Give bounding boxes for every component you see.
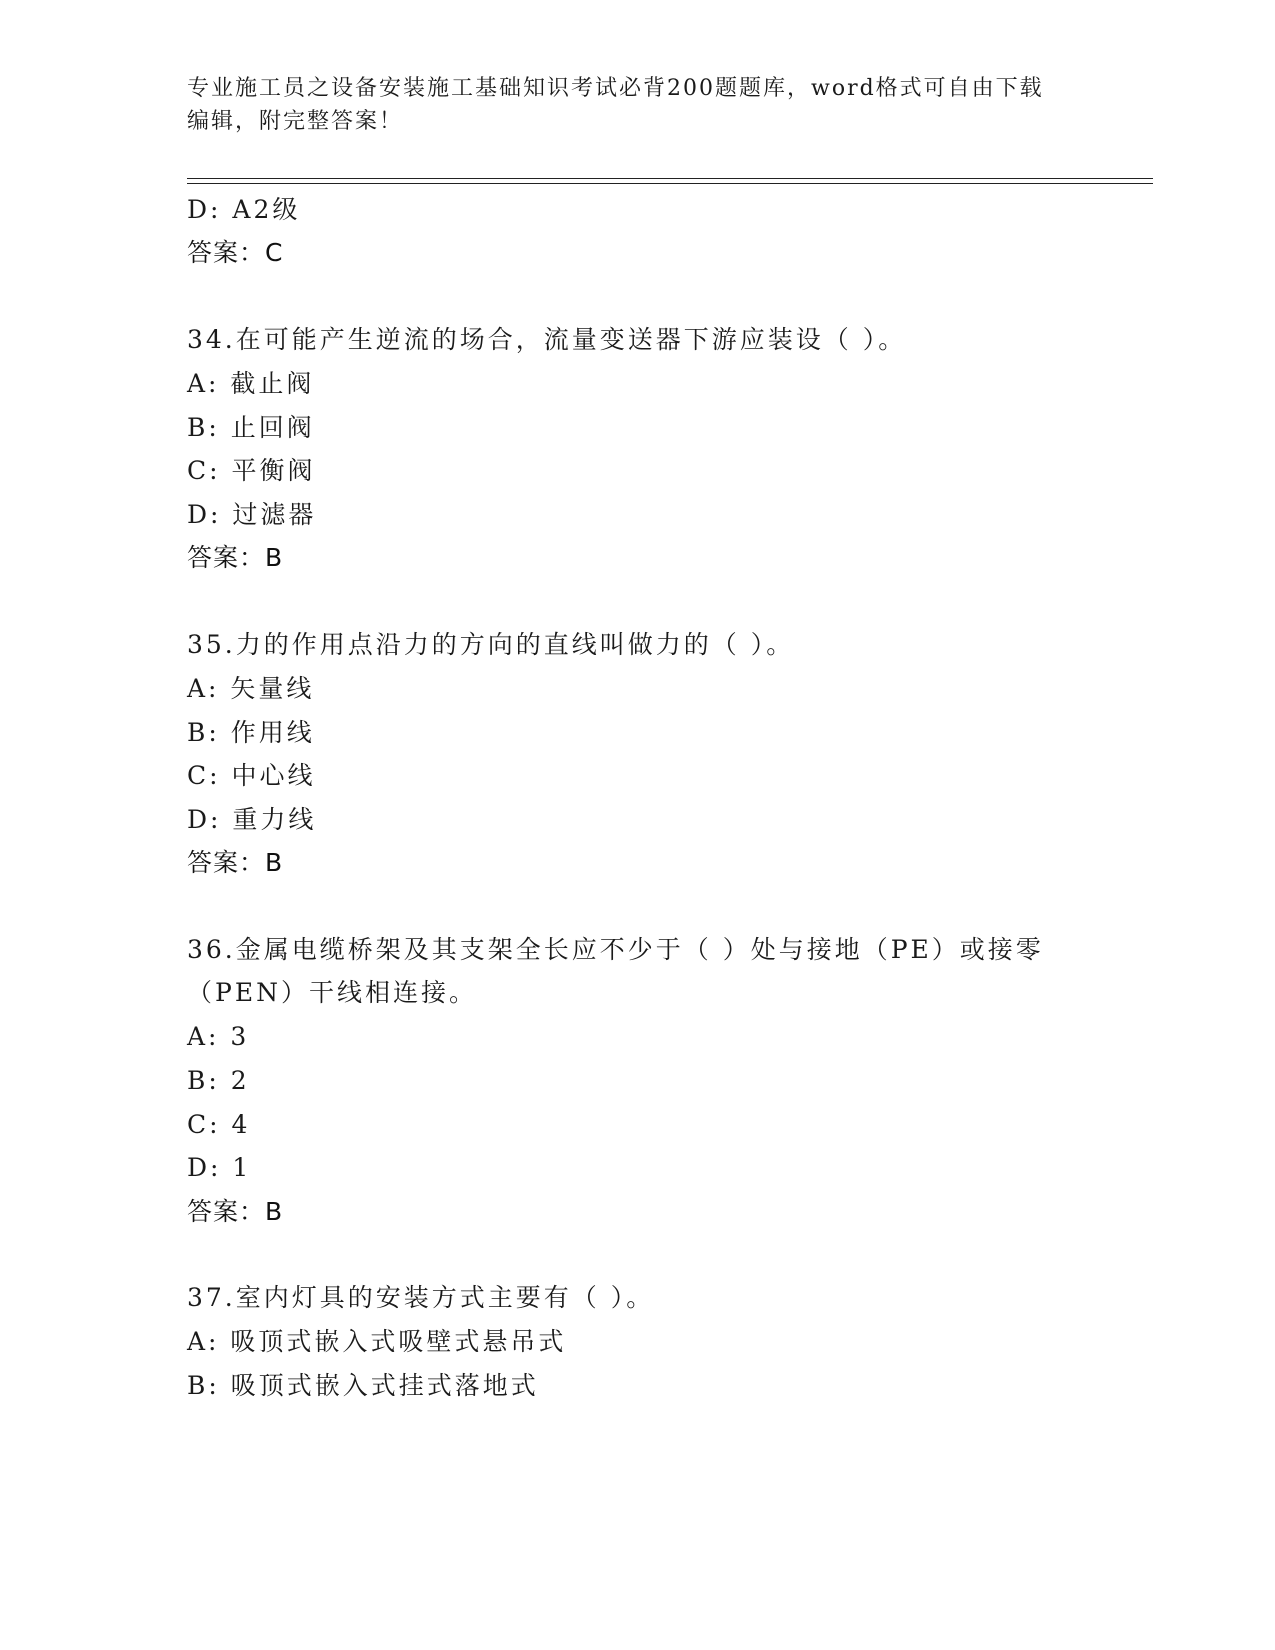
header-line-2: 编辑，附完整答案！ xyxy=(187,109,404,134)
question-37-option-b: B: 吸顶式嵌入式挂式落地式 xyxy=(187,1371,539,1400)
question-37-stem: 37.室内灯具的安装方式主要有（ ）。 xyxy=(187,1283,655,1312)
question-36-answer: 答案：B xyxy=(187,1197,284,1226)
header-divider-top xyxy=(187,178,1153,179)
question-36-stem-line-1: 36.金属电缆桥架及其支架全长应不少于（ ）处与接地（PE）或接零 xyxy=(187,935,1044,964)
prev-option-d: D: A2级 xyxy=(187,195,301,224)
question-37-option-a: A: 吸顶式嵌入式吸壁式悬吊式 xyxy=(187,1327,567,1356)
document-header xyxy=(187,72,1067,138)
question-34-stem: 34.在可能产生逆流的场合，流量变送器下游应装设（ ）。 xyxy=(187,325,907,354)
question-34-option-c: C: 平衡阀 xyxy=(187,456,316,485)
question-36-option-b: B: 2 xyxy=(187,1066,250,1095)
question-36-stem-line-2: （PEN）干线相连接。 xyxy=(187,978,477,1007)
question-35-option-b: B: 作用线 xyxy=(187,718,315,747)
prev-answer: 答案：C xyxy=(187,238,284,267)
question-35-option-c: C: 中心线 xyxy=(187,761,316,790)
question-34-option-d: D: 过滤器 xyxy=(187,500,317,529)
question-35-option-a: A: 矢量线 xyxy=(187,674,315,703)
header-line-1: 专业施工员之设备安装施工基础知识考试必背200题题库，word格式可自由下载 xyxy=(187,76,1044,101)
question-36-option-c: C: 4 xyxy=(187,1110,251,1139)
question-34-option-b: B: 止回阀 xyxy=(187,413,315,442)
question-36-option-d: D: 1 xyxy=(187,1153,252,1182)
question-35-answer: 答案：B xyxy=(187,848,284,877)
question-35-stem: 35.力的作用点沿力的方向的直线叫做力的（ ）。 xyxy=(187,630,795,659)
question-35-option-d: D: 重力线 xyxy=(187,805,317,834)
question-34-option-a: A: 截止阀 xyxy=(187,369,315,398)
question-34-answer: 答案：B xyxy=(187,543,284,572)
header-divider-bottom xyxy=(187,183,1153,184)
question-36-option-a: A: 3 xyxy=(187,1022,250,1051)
